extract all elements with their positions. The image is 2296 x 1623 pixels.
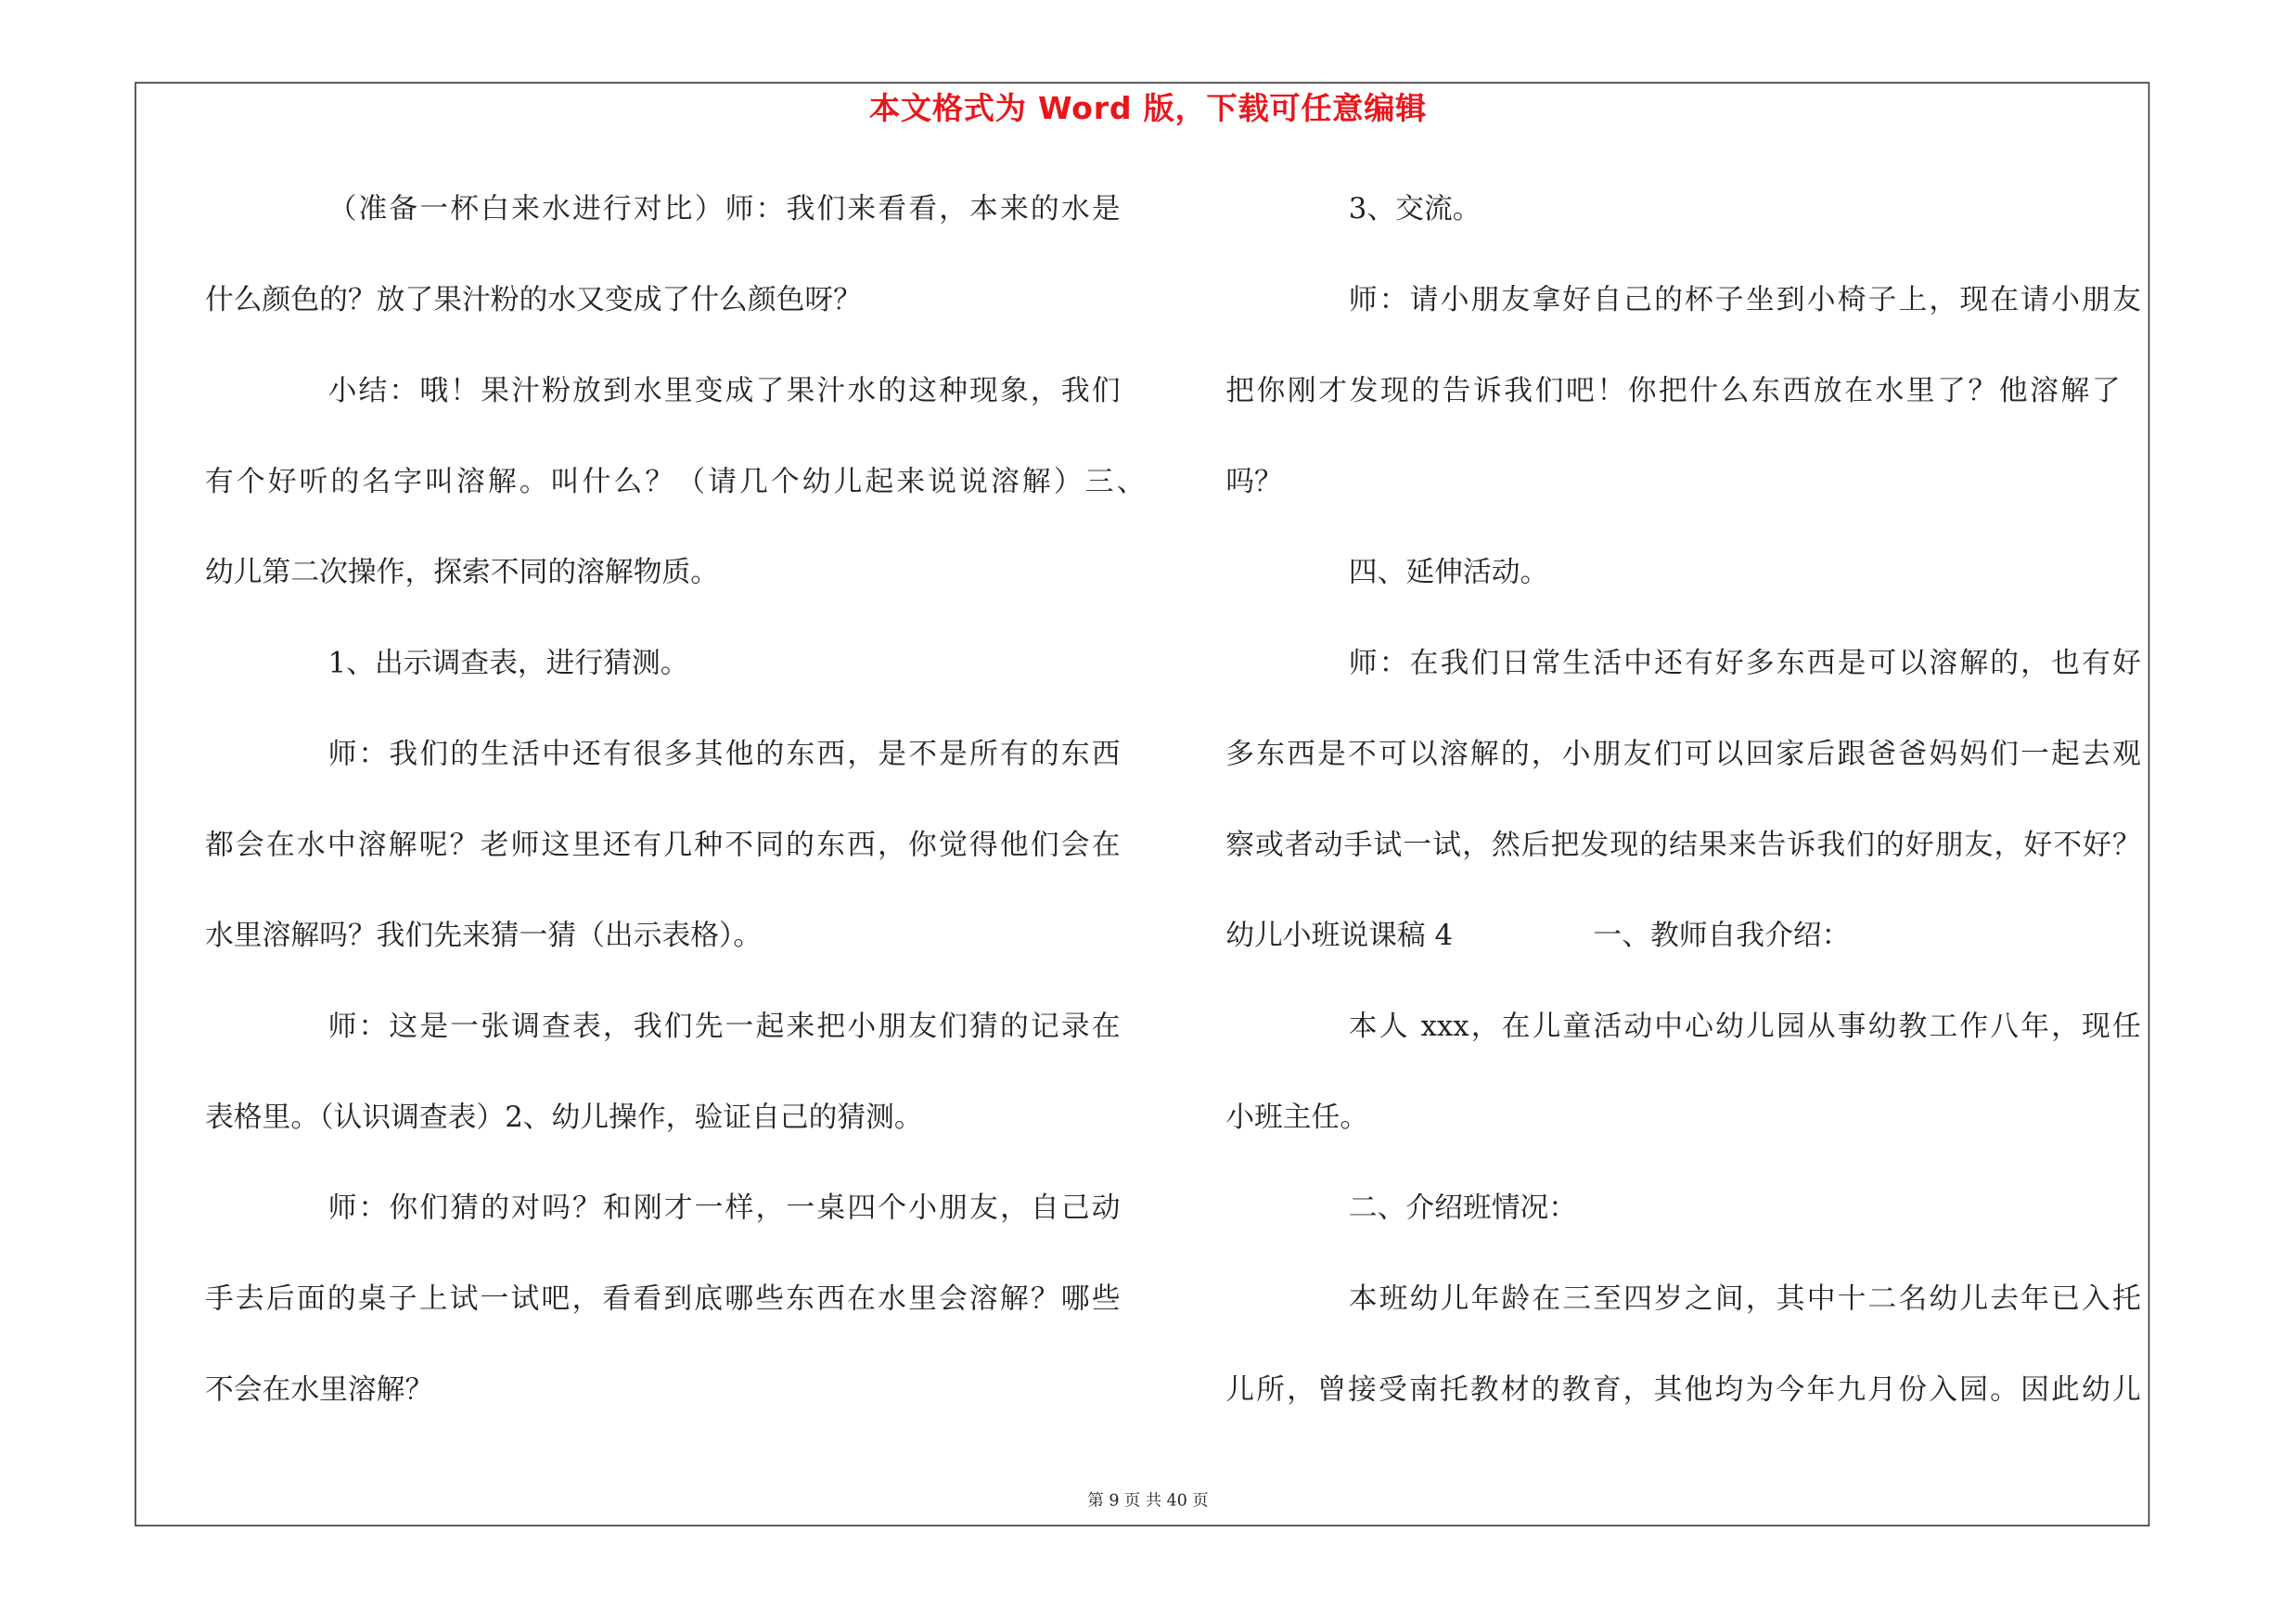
section-heading: 幼儿小班说课稿 4 xyxy=(1225,918,1454,953)
left-line: 水里溶解吗？我们先来猜一猜（出示表格）。 xyxy=(204,918,763,953)
right-line: 本班幼儿年龄在三至四岁之间，其中十二名幼儿去年已入托 xyxy=(1348,1282,2141,1316)
right-line: 察或者动手试一试，然后把发现的结果来告诉我们的好朋友，好不好？ xyxy=(1225,827,2141,862)
right-line: 把你刚才发现的告诉我们吧！你把什么东西放在水里了？他溶解了 xyxy=(1225,373,2121,407)
left-line: 什么颜色的？放了果汁粉的水又变成了什么颜色呀？ xyxy=(204,282,862,316)
left-line: 师：我们的生活中还有很多其他的东西，是不是所有的东西 xyxy=(327,736,1121,771)
left-line: 小结：哦！果汁粉放到水里变成了果汁水的这种现象，我们 xyxy=(327,373,1121,407)
left-line: 1、出示调查表，进行猜测。 xyxy=(327,646,689,680)
page-number: 第 9 页 共 40 页 xyxy=(1087,1490,1209,1511)
left-line: 都会在水中溶解呢？老师这里还有几种不同的东西，你觉得他们会在 xyxy=(204,827,1121,862)
right-line: 吗？ xyxy=(1225,464,1283,498)
left-line: 有个好听的名字叫溶解。叫什么？（请几个幼儿起来说说溶解）三、 xyxy=(204,464,1146,498)
left-line: （准备一杯白来水进行对比）师：我们来看看，本来的水是 xyxy=(327,191,1121,226)
left-line: 幼儿第二次操作，探索不同的溶解物质。 xyxy=(204,555,720,589)
right-line: 本人 xxx，在儿童活动中心幼儿园从事幼教工作八年，现任 xyxy=(1348,1009,2141,1043)
right-line: 儿所，曾接受南托教材的教育，其他均为今年九月份入园。因此幼儿 xyxy=(1225,1372,2141,1407)
right-line: 四、延伸活动。 xyxy=(1348,555,1549,589)
right-line: 一、教师自我介绍： xyxy=(1593,918,1851,953)
right-line: 二、介绍班情况： xyxy=(1348,1191,1578,1225)
right-line: 师：请小朋友拿好自己的杯子坐到小椅子上，现在请小朋友 xyxy=(1348,282,2141,316)
left-line: 表格里。（认识调查表）2、幼儿操作，验证自己的猜测。 xyxy=(204,1100,923,1134)
left-line: 师：这是一张调查表，我们先一起来把小朋友们猜的记录在 xyxy=(327,1009,1121,1043)
right-line: 多东西是不可以溶解的，小朋友们可以回家后跟爸爸妈妈们一起去观 xyxy=(1225,736,2141,771)
left-line: 师：你们猜的对吗？和刚才一样，一桌四个小朋友，自己动 xyxy=(327,1191,1121,1225)
right-line: 3、交流。 xyxy=(1348,191,1481,226)
left-line: 手去后面的桌子上试一试吧，看看到底哪些东西在水里会溶解？哪些 xyxy=(204,1282,1121,1316)
right-line: 师：在我们日常生活中还有好多东西是可以溶解的，也有好 xyxy=(1348,646,2141,680)
right-line: 小班主任。 xyxy=(1225,1100,1369,1134)
left-line: 不会在水里溶解？ xyxy=(204,1372,434,1407)
format-banner: 本文格式为 Word 版，下载可任意编辑 xyxy=(868,90,1428,126)
